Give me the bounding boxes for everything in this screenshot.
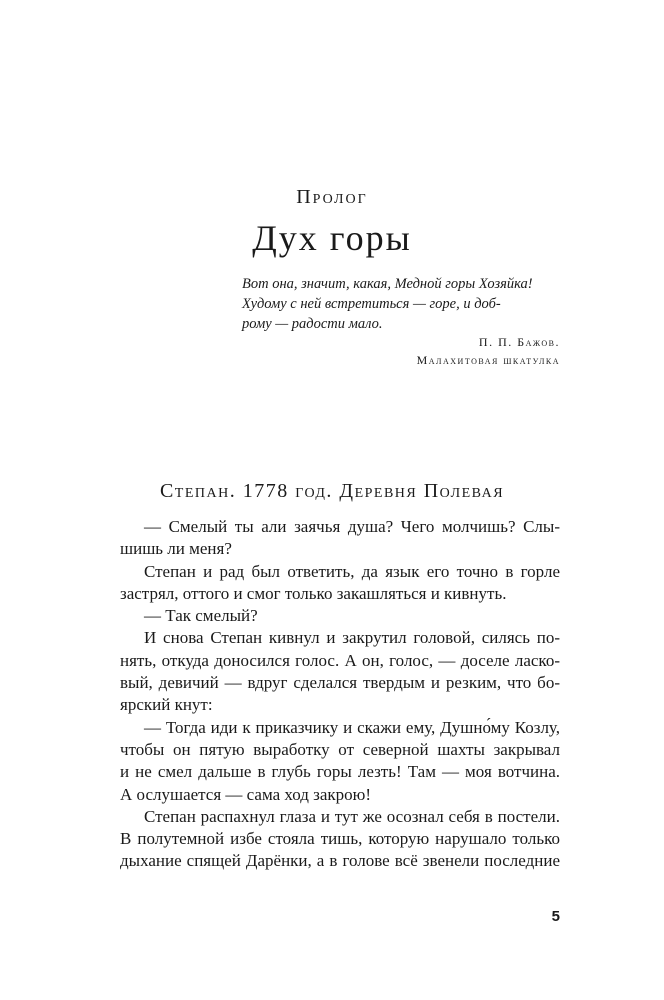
epigraph-line: рому — радости мало. [242, 316, 383, 332]
body-line: — Тогда иди к приказчику и скажи ему, Душно́му Козлу, [144, 717, 560, 737]
epigraph-author: П. П. Бажов. [478, 335, 560, 349]
chapter-title: Дух горы [252, 218, 412, 258]
page-number: 5 [551, 908, 560, 925]
body-line: дыхание спящей Дарёнки, а в голове всё звенели последние [120, 851, 560, 871]
body-line: А ослушается — сама ход закрою! [120, 784, 372, 804]
body-line: и не смел дальше в глубь горы лезть! Там — моя вотчина. [120, 762, 560, 782]
body-line: застрял, оттого и смог только закашляться и кивнуть. [120, 583, 507, 603]
body-line: ярский кнут: [120, 695, 213, 715]
body-line: шишь ли меня? [120, 539, 232, 559]
prologue-label: Пролог [296, 186, 368, 208]
body-line: вый, девичий — вдруг сделался твердым и резким, что бо- [120, 673, 560, 693]
body-text [120, 516, 560, 873]
body-line: Степан и рад был ответить, да язык его точно в горле [144, 561, 560, 581]
body-line: нять, откуда доносился голос. А он, голос, — доселе ласко- [120, 650, 560, 670]
epigraph-attribution [417, 333, 560, 369]
body-line: Степан распахнул глаза и тут же осознал себя в постели. [144, 806, 560, 826]
epigraph-line: Худому с ней встретиться — горе, и доб- [242, 296, 501, 312]
body-line: — Смелый ты али заячья душа? Чего молчишь? Слы- [144, 517, 560, 536]
body-line: И снова Степан кивнул и закрутил головой, силясь по- [144, 628, 560, 648]
body-line: чтобы он пятую выработку от северной шахты закрывал [120, 739, 560, 759]
body-line: — Так смелый? [144, 606, 258, 626]
section-heading: Степан. 1778 год. Деревня Полевая [159, 480, 505, 502]
epigraph [242, 274, 562, 334]
body-line: В полутемной избе стояла тишь, которую нарушало только [120, 829, 560, 849]
epigraph-line: Вот она, значит, какая, Медной горы Хозяйка! [242, 276, 533, 292]
epigraph-source: Малахитовая шкатулка [416, 353, 560, 367]
